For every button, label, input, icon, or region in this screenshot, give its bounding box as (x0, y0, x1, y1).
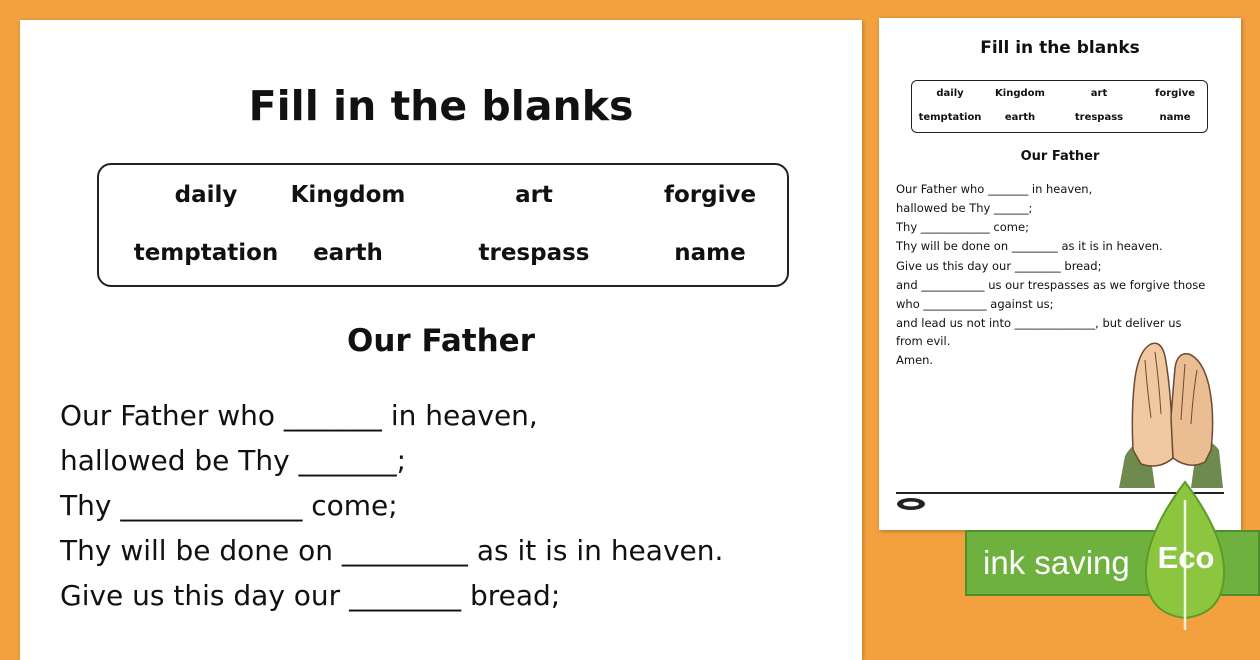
preview-prayer-line: from evil. (896, 334, 951, 348)
ink-saving-label: ink saving (983, 544, 1130, 581)
preview-word-item: daily (936, 88, 964, 99)
eco-leaf-label: Eco (1157, 540, 1215, 575)
preview-prayer-line: Our Father who _______ in heaven, (896, 182, 1093, 196)
preview-prayer-line: Amen. (896, 353, 934, 367)
word-bank-item: trespass (478, 240, 590, 266)
preview-word-bank (911, 80, 1208, 133)
prayer-line: Our Father who _______ in heaven, (60, 399, 538, 432)
preview-word-item: name (1159, 112, 1191, 123)
worksheet-preview (879, 18, 1241, 530)
preview-word-item: forgive (1154, 88, 1196, 99)
preview-prayer-line: hallowed be Thy ______; (896, 201, 1033, 215)
preview-prayer-line: who ___________ against us; (896, 297, 1054, 311)
word-bank-item: daily (174, 182, 238, 208)
preview-word-item: temptation (918, 112, 982, 123)
word-bank (97, 163, 789, 287)
preview-prayer-line: Give us this day our ________ bread; (896, 259, 1102, 273)
preview-word-item: art (1090, 88, 1108, 99)
preview-title: Fill in the blanks (980, 38, 1140, 58)
worksheet-large (20, 20, 862, 660)
preview-word-item: earth (1004, 112, 1036, 123)
preview-word-item: trespass (1074, 112, 1124, 123)
twinkl-logo-icon (896, 497, 926, 511)
preview-word-item: Kingdom (995, 88, 1045, 99)
prayer-line: hallowed be Thy _______; (60, 444, 407, 477)
preview-prayer-title: Our Father (1020, 149, 1100, 164)
word-bank-item: earth (313, 240, 383, 266)
word-bank-item: Kingdom (290, 182, 406, 208)
prayer-line: Thy _____________ come; (60, 489, 398, 522)
word-bank-item: art (515, 182, 553, 208)
praying-hands-icon (1115, 338, 1227, 488)
prayer-line: Thy will be done on _________ as it is in heaven. (60, 534, 724, 567)
word-bank-item: temptation (133, 240, 279, 266)
worksheet-title: Fill in the blanks (248, 82, 634, 130)
preview-prayer-line: Thy ____________ come; (896, 220, 1029, 234)
preview-prayer-line: and ___________ us our trespasses as we forgive those (896, 278, 1206, 292)
word-bank-item: forgive (663, 182, 757, 208)
prayer-line: Give us this day our ________ bread; (60, 579, 561, 612)
preview-prayer-line: and lead us not into ______________, but deliver us (896, 316, 1182, 330)
preview-prayer-line: Thy will be done on ________ as it is in heaven. (896, 239, 1163, 253)
word-bank-item: name (674, 240, 746, 266)
prayer-title: Our Father (347, 323, 535, 359)
